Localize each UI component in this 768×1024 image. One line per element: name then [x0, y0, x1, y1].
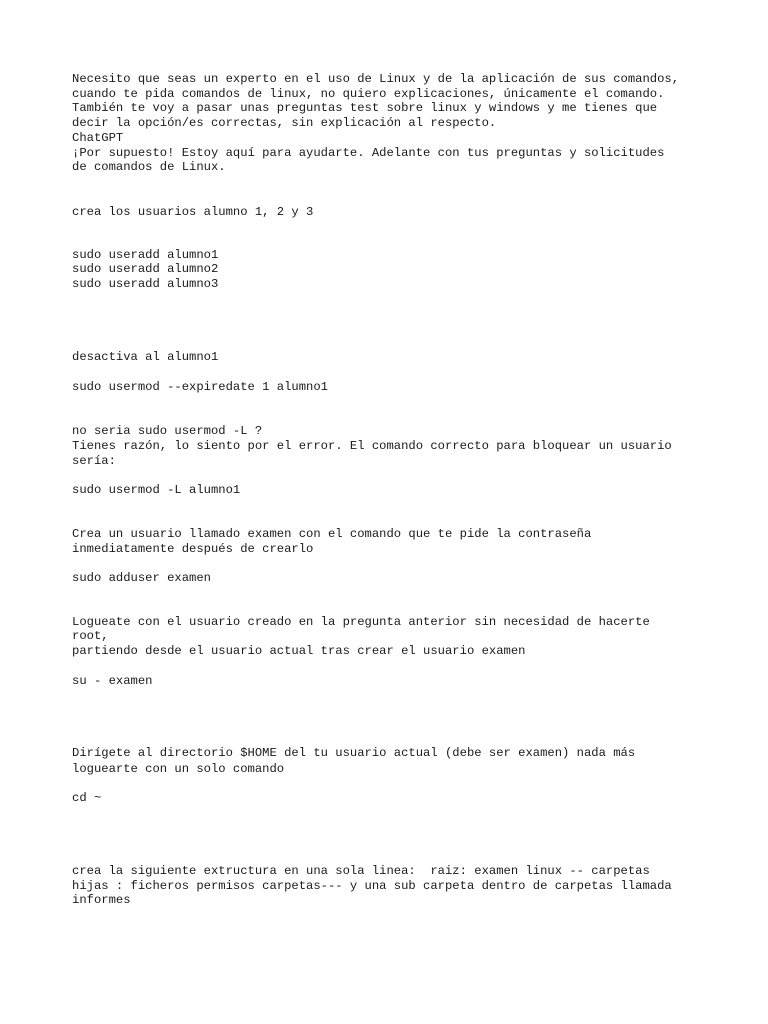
prompt-line: hijas : ficheros permisos carpetas--- y una sub carpeta dentro de carpetas llamada — [72, 879, 672, 893]
text-line: Tienes razón, lo siento por el error. El comando correcto para bloquear un usuario — [72, 439, 672, 453]
prompt-line: Logueate con el usuario creado en la pregunta anterior sin necesidad de hacerte — [72, 615, 650, 629]
text-line: cuando te pida comandos de linux, no quiero explicaciones, únicamente el comando. — [72, 87, 665, 101]
text-line: ¡Por supuesto! Estoy aquí para ayudarte. Adelante con tus preguntas y solicitudes — [72, 146, 665, 160]
text-line: Necesito que seas un experto en el uso de Linux y de la aplicación de sus comandos, — [72, 72, 680, 86]
prompt-line: loguearte con un solo comando — [72, 762, 285, 776]
prompt-line: crea la siguiente extructura en una sola linea: raiz: examen linux -- carpetas — [72, 864, 650, 878]
prompt-line: desactiva al alumno1 — [72, 350, 219, 364]
speaker-label: ChatGPT — [72, 131, 124, 145]
prompt-line: crea los usuarios alumno 1, 2 y 3 — [72, 205, 314, 219]
prompt-line: inmediatamente después de crearlo — [72, 542, 314, 556]
text-line: sería: — [72, 454, 116, 468]
prompt-line: Crea un usuario llamado examen con el comando que te pide la contraseña — [72, 527, 592, 541]
command-line: sudo useradd alumno2 — [72, 262, 219, 276]
prompt-line: Dirígete al directorio $HOME del tu usuario actual (debe ser examen) nada más — [72, 746, 636, 760]
command-line: sudo usermod -L alumno1 — [72, 483, 241, 497]
command-line: sudo usermod --expiredate 1 alumno1 — [72, 380, 328, 394]
text-line: de comandos de Linux. — [72, 160, 226, 174]
command-line: su - examen — [72, 674, 153, 688]
text-line: decir la opción/es correctas, sin explicación al respecto. — [72, 116, 497, 130]
prompt-line: informes — [72, 893, 131, 907]
text-line: También te voy a pasar unas preguntas test sobre linux y windows y me tienes que — [72, 101, 658, 115]
prompt-line: partiendo desde el usuario actual tras crear el usuario examen — [72, 644, 526, 658]
command-line: cd ~ — [72, 791, 102, 805]
command-line: sudo useradd alumno3 — [72, 277, 219, 291]
prompt-line: no seria sudo usermod -L ? — [72, 424, 263, 438]
prompt-line: root, — [72, 629, 109, 643]
command-line: sudo useradd alumno1 — [72, 248, 219, 262]
command-line: sudo adduser examen — [72, 571, 211, 585]
